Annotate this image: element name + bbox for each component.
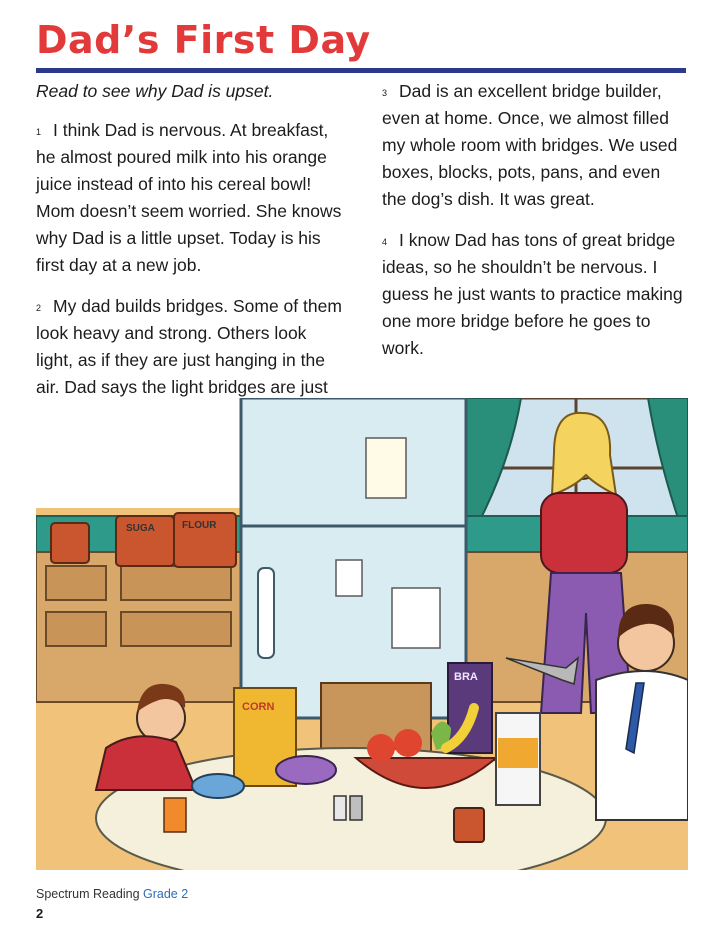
flour-label: FLOUR [182,520,217,531]
sugar-label: SUGA [126,523,155,534]
drawing-on-fridge [366,438,406,498]
bran-label: BRA [454,671,478,683]
paragraph-text: I know Dad has tons of great bridge ideas, so he shouldn’t be nervous. I guess he just wants to practice making one more bridge before he goes to work. [382,230,683,358]
mom-shirt [541,493,627,573]
paragraph-number: 3 [382,88,388,98]
paragraph-4 [382,227,687,362]
grade-label: Grade 2 [143,887,189,901]
paragraph-text: My dad builds bridges. Some of them look heavy and strong. Others look light, as if they are just hanging in the air. Dad says the light bridges are just [36,296,342,397]
refrigerator [241,398,466,718]
paragraph-number: 1 [36,127,42,137]
paragraph-1 [36,117,344,279]
footer-series [36,887,188,901]
page-number: 2 [36,906,44,921]
paragraph-number: 4 [382,237,388,247]
page-title: Dad’s First Day [36,18,371,62]
kitchen-illustration [36,398,688,870]
purple-bowl [276,756,336,784]
paragraph-text: I think Dad is nervous. At breakfast, he almost poured milk into his orange juice instead of into his cereal bowl! Mom doesn’t seem worried. She knows why Dad is a little upset. Today is his first day at a new job. [36,120,342,275]
corn-label: CORN [242,701,275,713]
intro-text: Read to see why Dad is upset. [36,81,274,101]
canister [51,523,89,563]
pepper-shaker [350,796,362,820]
right-column [382,78,687,376]
note-on-fridge [392,588,440,648]
series-name: Spectrum Reading [36,887,140,901]
juice-glass [164,798,186,832]
paragraph-3 [382,78,687,213]
paragraph-text: Dad is an excellent bridge builder, even at home. Once, we almost filled my whole room with bridges. We used boxes, blocks, pots, pans, and even the dog’s dish. It was great. [382,81,678,209]
title-rule [36,68,686,73]
cereal-bowl [192,774,244,798]
salt-shaker [334,796,346,820]
paragraph-number: 2 [36,303,42,313]
coffee-mug [454,808,484,842]
left-column [36,78,344,442]
